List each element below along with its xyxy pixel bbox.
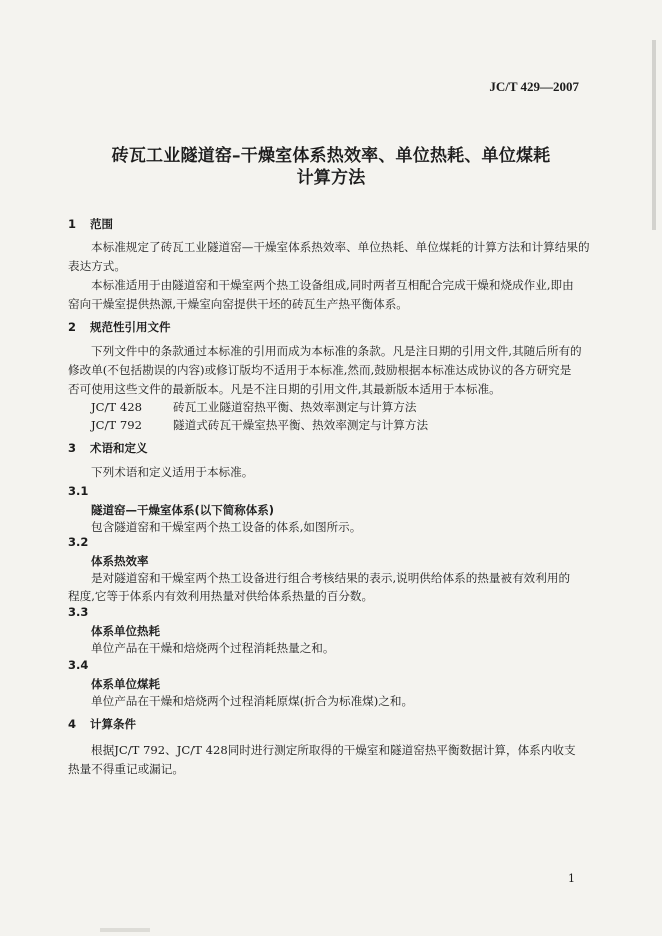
term-number: 3.4 <box>68 658 89 672</box>
term-number: 3.1 <box>68 484 89 498</box>
paragraph-line: 表达方式。 <box>68 259 126 273</box>
paragraph-line: 修改单(不包括勘误的内容)或修订版均不适用于本标准,然而,鼓励根据本标准达成协议的各方研究是 <box>68 363 572 377</box>
paragraph-line: 本标准规定了砖瓦工业隧道窑—干燥室体系热效率、单位热耗、单位煤耗的计算方法和计算结果的 <box>91 240 590 254</box>
term-definition: 包含隧道窑和干燥室两个热工设备的体系,如图所示。 <box>91 520 362 534</box>
term-name: 体系单位煤耗 <box>91 677 160 691</box>
reference-title: 砖瓦工业隧道窑热平衡、热效率测定与计算方法 <box>173 400 417 414</box>
paragraph-line: 下列文件中的条款通过本标准的引用而成为本标准的条款。凡是注日期的引用文件,其随后所有的 <box>91 344 582 358</box>
section-title: 计算条件 <box>90 717 136 731</box>
section-number: 4 <box>68 717 77 731</box>
paragraph-line: 下列术语和定义适用于本标准。 <box>91 465 254 479</box>
document-title-line-2: 计算方法 <box>296 168 366 188</box>
section-1-heading <box>68 217 113 232</box>
standard-number: JC/T 429—2007 <box>489 79 579 94</box>
paragraph-line: 本标准适用于由隧道窑和干燥室两个热工设备组成,同时两者互相配合完成干燥和烧成作业,即由 <box>91 278 574 292</box>
document-title-line-1: 砖瓦工业隧道窑–干燥室体系热效率、单位热耗、单位煤耗 <box>111 146 551 166</box>
term-number: 3.3 <box>68 605 89 619</box>
page-number: 1 <box>568 872 575 885</box>
section-3-heading <box>68 441 148 456</box>
reference-code: JC/T 428 <box>91 400 142 414</box>
scan-edge-shadow <box>652 40 656 230</box>
reference-code: JC/T 792 <box>91 418 142 432</box>
section-2-heading <box>68 320 171 335</box>
section-number: 1 <box>68 217 77 231</box>
section-number: 3 <box>68 441 77 455</box>
term-number: 3.2 <box>68 535 89 549</box>
term-definition: 程度,它等于体系内有效利用热量对供给体系热量的百分数。 <box>68 589 374 603</box>
section-4-heading <box>68 717 136 732</box>
term-name: 体系单位热耗 <box>91 624 160 638</box>
term-definition: 单位产品在干燥和焙烧两个过程消耗原煤(折合为标准煤)之和。 <box>91 694 414 708</box>
paragraph-line: 热量不得重记或漏记。 <box>68 762 184 776</box>
paragraph-line: 根据JC/T 792、JC/T 428同时进行测定所取得的干燥室和隧道窑热平衡数据计算，体系内收支 <box>91 743 576 757</box>
section-title: 术语和定义 <box>90 441 148 455</box>
scan-bottom-mark <box>100 928 150 932</box>
paragraph-line: 窑向干燥室提供热源,干燥室向窑提供干坯的砖瓦生产热平衡体系。 <box>68 297 408 311</box>
term-name: 体系热效率 <box>91 554 149 568</box>
term-definition: 单位产品在干燥和焙烧两个过程消耗热量之和。 <box>91 641 335 655</box>
paragraph-line: 否可使用这些文件的最新版本。凡是不注日期的引用文件,其最新版本适用于本标准。 <box>68 382 501 396</box>
reference-title: 隧道式砖瓦干燥室热平衡、热效率测定与计算方法 <box>173 418 429 432</box>
section-title: 规范性引用文件 <box>90 320 171 334</box>
reference-item <box>91 400 416 415</box>
reference-item <box>91 418 428 433</box>
section-title: 范围 <box>90 217 113 231</box>
term-definition: 是对隧道窑和干燥室两个热工设备进行组合考核结果的表示,说明供给体系的热量被有效利用的 <box>91 571 571 585</box>
section-number: 2 <box>68 320 77 334</box>
term-name: 隧道窑—干燥室体系(以下简称体系) <box>91 503 275 517</box>
